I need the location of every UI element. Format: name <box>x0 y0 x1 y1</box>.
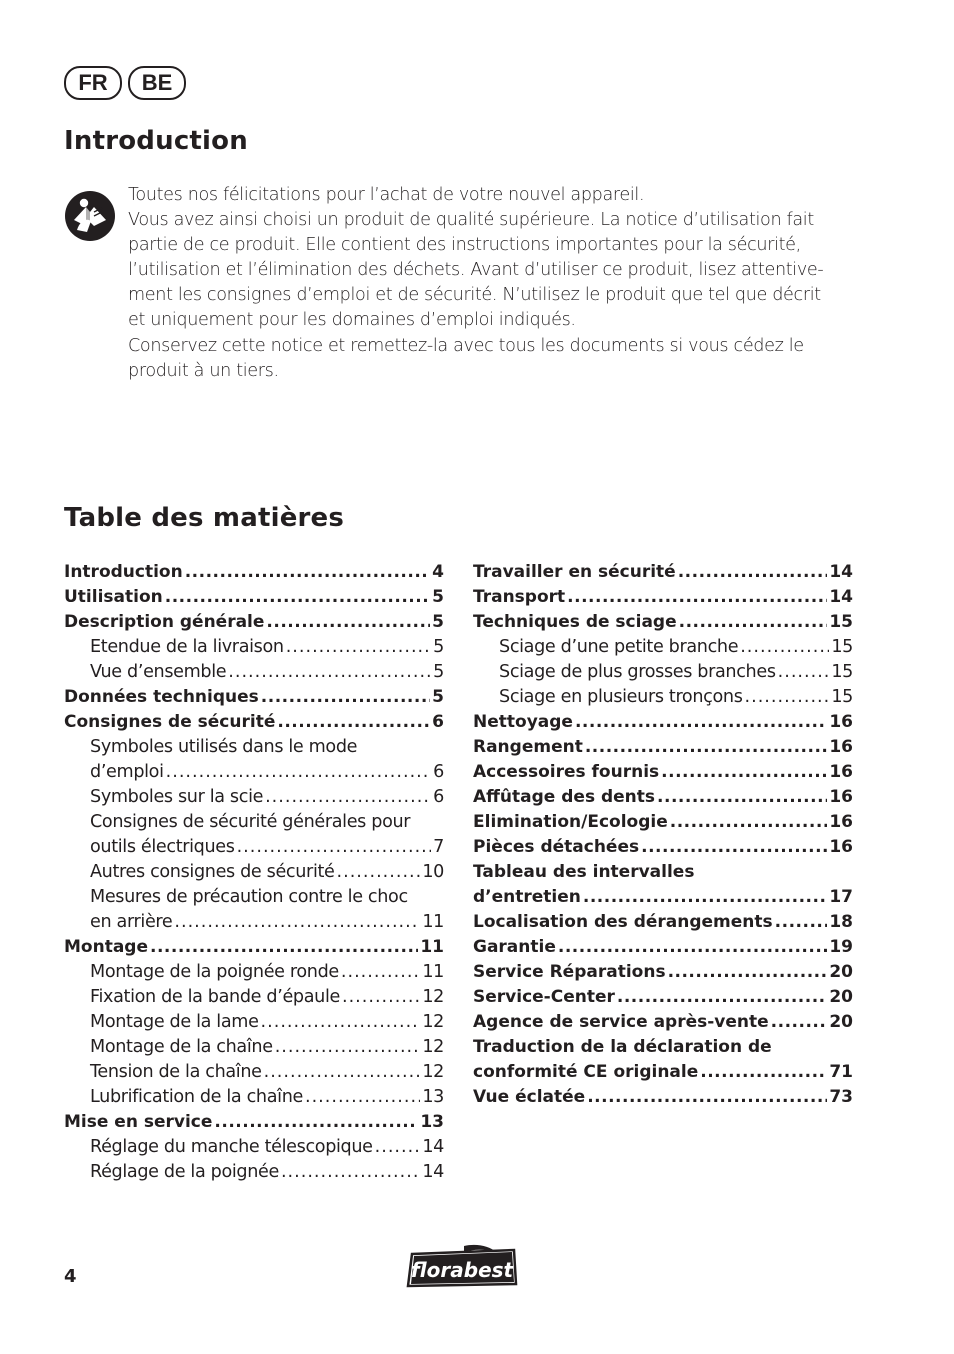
toc-dot-leader <box>575 710 827 735</box>
toc-entry-title: Techniques de sciage <box>473 612 677 632</box>
toc-entry-page: 5 <box>433 662 444 682</box>
toc-entry <box>473 835 853 860</box>
toc-entry <box>473 685 853 710</box>
toc-dot-leader <box>275 1035 421 1060</box>
toc-entry-title: Rangement <box>473 737 583 757</box>
toc-entry-page: 12 <box>422 1037 444 1057</box>
toc-entry-page: 5 <box>432 587 444 607</box>
toc-dot-leader <box>150 935 418 960</box>
toc-entry-page: 12 <box>422 987 444 1007</box>
toc-entry-title: Consignes de sécurité <box>64 712 276 732</box>
toc-entry-page: 16 <box>829 787 853 807</box>
toc-entry <box>64 910 444 935</box>
toc-entry-page: 15 <box>831 637 853 657</box>
toc-entry-title: Montage <box>64 937 148 957</box>
language-badges <box>64 66 186 100</box>
toc-entry-title: outils électriques <box>90 837 235 857</box>
toc-entry-title: Introduction <box>64 562 183 582</box>
intro-line: l’utilisation et l’élimination des déchets. Avant d’utiliser ce produit, lisez attentive- <box>128 260 824 281</box>
toc-dot-leader <box>185 560 430 585</box>
toc-entry <box>473 1010 853 1035</box>
toc-entry-title: Montage de la chaîne <box>90 1037 273 1057</box>
toc-entry-title: Fixation de la bande d’épaule <box>90 987 340 1007</box>
toc-entry <box>473 760 853 785</box>
toc-entry-page: 14 <box>422 1137 444 1157</box>
intro-line: Toutes nos félicitations pour l’achat de votre nouvel appareil. <box>128 185 645 205</box>
intro-line: Vous avez ainsi choisi un produit de qualité supérieure. La notice d’utilisation fait <box>128 210 814 231</box>
toc-entry <box>64 1160 444 1185</box>
toc-entry-page: 14 <box>422 1162 444 1182</box>
toc-entry <box>64 785 444 810</box>
toc-entry-page: 6 <box>433 762 444 782</box>
read-manual-icon <box>64 190 116 242</box>
toc-entry-title: Sciage de plus grosses branches <box>499 662 776 682</box>
toc-entry-page: 14 <box>829 562 853 582</box>
toc-dot-leader <box>341 960 420 985</box>
toc-dot-leader <box>277 710 430 735</box>
toc-dot-leader <box>740 635 829 660</box>
toc-entry-title: Mise en service <box>64 1112 213 1132</box>
table-of-contents-title: Table des matières <box>64 503 345 533</box>
introduction-text <box>128 183 858 384</box>
toc-entry-title: Accessoires fournis <box>473 762 660 782</box>
toc-entry-page: 16 <box>829 812 853 832</box>
toc-dot-leader <box>771 1010 828 1035</box>
toc-entry-title: Service Réparations <box>473 962 666 982</box>
toc-entry-page: 15 <box>831 662 853 682</box>
toc-entry <box>473 810 853 835</box>
toc-entry-title: Mesures de précaution contre le choc <box>90 887 408 907</box>
toc-entry <box>64 710 444 735</box>
toc-dot-leader <box>617 985 827 1010</box>
toc-entry-title: Vue d’ensemble <box>90 662 227 682</box>
toc-entry-title: Données techniques <box>64 687 259 707</box>
toc-dot-leader <box>266 610 430 635</box>
toc-entry-page: 14 <box>829 587 853 607</box>
toc-entry-title: Nettoyage <box>473 712 573 732</box>
toc-entry-page: 17 <box>829 887 853 907</box>
toc-entry-page: 7 <box>433 837 444 857</box>
toc-dot-leader <box>661 760 827 785</box>
toc-entry <box>64 610 444 635</box>
toc-entry-page: 19 <box>829 937 853 957</box>
toc-dot-leader <box>558 935 827 960</box>
toc-dot-leader <box>700 1060 827 1085</box>
toc-entry-title: Autres consignes de sécurité <box>90 862 335 882</box>
toc-entry-title: Etendue de la livraison <box>90 637 284 657</box>
intro-line: partie de ce produit. Elle contient des instructions importantes pour la sécurité, <box>128 235 801 256</box>
toc-entry <box>473 935 853 960</box>
toc-entry <box>473 885 853 910</box>
toc-dot-leader <box>587 1085 827 1110</box>
toc-dot-leader <box>678 560 828 585</box>
toc-dot-leader <box>166 760 432 785</box>
toc-entry <box>64 985 444 1010</box>
toc-entry <box>473 960 853 985</box>
toc-entry-page: 20 <box>829 987 853 1007</box>
toc-entry-title: Montage de la lame <box>90 1012 259 1032</box>
toc-entry-title: Réglage de la poignée <box>90 1162 279 1182</box>
toc-entry-title: conformité CE originale <box>473 1062 699 1082</box>
toc-entry <box>64 1035 444 1060</box>
toc-dot-leader <box>165 585 430 610</box>
toc-entry-title: Sciage en plusieurs tronçons <box>499 687 743 707</box>
toc-entry <box>64 935 444 960</box>
toc-entry <box>473 1085 853 1110</box>
toc-entry <box>64 960 444 985</box>
toc-entry-title: Pièces détachées <box>473 837 640 857</box>
toc-entry <box>64 560 444 585</box>
logo-text: florabest <box>410 1258 514 1282</box>
toc-entry <box>64 810 444 835</box>
toc-entry-page: 16 <box>829 837 853 857</box>
toc-dot-leader <box>657 785 827 810</box>
toc-entry <box>473 710 853 735</box>
intro-line: ment les consignes d’emploi et de sécurité. N’utilisez le produit que tel que décrit <box>128 285 821 306</box>
toc-entry-page: 5 <box>433 637 444 657</box>
toc-entry-page: 10 <box>422 862 444 882</box>
toc-entry <box>473 985 853 1010</box>
toc-entry-title: d’entretien <box>473 887 581 907</box>
toc-entry-title: Traduction de la déclaration de <box>473 1037 772 1057</box>
toc-entry-title: Travailler en sécurité <box>473 562 676 582</box>
toc-entry <box>64 1135 444 1160</box>
toc-entry-page: 16 <box>829 762 853 782</box>
toc-dot-leader <box>668 960 828 985</box>
language-badge-fr: FR <box>64 66 122 100</box>
toc-dot-leader <box>775 910 828 935</box>
toc-dot-leader <box>214 1110 418 1135</box>
toc-entry <box>64 885 444 910</box>
toc-entry-title: Service-Center <box>473 987 615 1007</box>
toc-entry <box>64 760 444 785</box>
toc-entry-title: Affûtage des dents <box>473 787 656 807</box>
toc-entry-title: Symboles sur la scie <box>90 787 264 807</box>
toc-entry-page: 20 <box>829 1012 853 1032</box>
toc-entry-page: 15 <box>831 687 853 707</box>
toc-dot-leader <box>745 685 830 710</box>
toc-entry <box>473 610 853 635</box>
intro-line: Conservez cette notice et remettez-la avec tous les documents si vous cédez le <box>128 335 804 356</box>
toc-entry-page: 5 <box>432 687 444 707</box>
toc-entry <box>64 735 444 760</box>
toc-entry <box>64 1060 444 1085</box>
toc-dot-leader <box>337 860 421 885</box>
toc-column-right <box>473 560 853 1110</box>
toc-dot-leader <box>286 635 431 660</box>
toc-entry <box>473 660 853 685</box>
intro-line: et uniquement pour les domaines d’emploi indiqués. <box>128 310 576 331</box>
toc-entry-title: Localisation des dérangements <box>473 912 773 932</box>
toc-dot-leader <box>305 1085 420 1110</box>
toc-entry-title: d’emploi <box>90 762 164 782</box>
toc-column-left <box>64 560 444 1185</box>
language-badge-be: BE <box>128 66 186 100</box>
toc-entry-page: 73 <box>829 1087 853 1107</box>
toc-entry <box>64 1010 444 1035</box>
toc-dot-leader <box>641 835 827 860</box>
toc-dot-leader <box>265 785 431 810</box>
toc-entry-page: 16 <box>829 737 853 757</box>
toc-entry-title: Transport <box>473 587 566 607</box>
toc-entry-title: Garantie <box>473 937 556 957</box>
toc-dot-leader <box>567 585 827 610</box>
toc-entry-title: Agence de service après-vente <box>473 1012 769 1032</box>
toc-entry-page: 5 <box>432 612 444 632</box>
toc-entry-page: 71 <box>829 1062 853 1082</box>
page-number: 4 <box>64 1266 77 1287</box>
toc-entry-page: 16 <box>829 712 853 732</box>
intro-line: produit à un tiers. <box>128 360 279 381</box>
toc-entry-title: Utilisation <box>64 587 163 607</box>
toc-dot-leader <box>342 985 420 1010</box>
toc-entry <box>64 660 444 685</box>
toc-dot-leader <box>281 1160 420 1185</box>
toc-entry-page: 18 <box>829 912 853 932</box>
toc-entry <box>64 635 444 660</box>
toc-entry-page: 13 <box>420 1112 444 1132</box>
toc-entry <box>473 860 853 885</box>
toc-entry-title: Lubrification de la chaîne <box>90 1087 303 1107</box>
toc-entry-title: en arrière <box>90 912 173 932</box>
toc-dot-leader <box>237 835 432 860</box>
toc-entry-page: 13 <box>422 1087 444 1107</box>
introduction-title: Introduction <box>64 126 248 156</box>
toc-entry-title: Montage de la poignée ronde <box>90 962 339 982</box>
toc-entry <box>64 685 444 710</box>
toc-dot-leader <box>375 1135 421 1160</box>
toc-entry-title: Elimination/Ecologie <box>473 812 668 832</box>
toc-dot-leader <box>778 660 830 685</box>
toc-entry <box>64 585 444 610</box>
toc-entry-page: 11 <box>422 912 444 932</box>
toc-entry-page: 15 <box>829 612 853 632</box>
toc-entry <box>64 835 444 860</box>
toc-entry-page: 6 <box>432 712 444 732</box>
toc-entry-title: Vue éclatée <box>473 1087 586 1107</box>
toc-dot-leader <box>585 735 827 760</box>
toc-entry-page: 11 <box>420 937 444 957</box>
toc-entry-title: Consignes de sécurité générales pour <box>90 812 411 832</box>
toc-entry <box>64 860 444 885</box>
toc-entry <box>64 1085 444 1110</box>
toc-entry-page: 12 <box>422 1012 444 1032</box>
toc-dot-leader <box>679 610 828 635</box>
toc-entry <box>473 910 853 935</box>
toc-dot-leader <box>670 810 828 835</box>
toc-entry-page: 20 <box>829 962 853 982</box>
toc-dot-leader <box>583 885 827 910</box>
toc-entry-page: 4 <box>432 562 444 582</box>
toc-entry-title: Symboles utilisés dans le mode <box>90 737 358 757</box>
toc-entry <box>473 785 853 810</box>
toc-entry <box>473 1060 853 1085</box>
toc-entry <box>64 1110 444 1135</box>
toc-dot-leader <box>228 660 431 685</box>
toc-entry-page: 11 <box>422 962 444 982</box>
toc-entry-page: 6 <box>433 787 444 807</box>
toc-entry-title: Sciage d’une petite branche <box>499 637 739 657</box>
toc-dot-leader <box>174 910 420 935</box>
toc-entry <box>473 735 853 760</box>
toc-entry-title: Tableau des intervalles <box>473 862 695 882</box>
toc-entry-title: Tension de la chaîne <box>90 1062 262 1082</box>
toc-entry <box>473 635 853 660</box>
toc-dot-leader <box>261 1010 421 1035</box>
toc-entry <box>473 1035 853 1060</box>
florabest-logo <box>404 1244 520 1290</box>
toc-entry-page: 12 <box>422 1062 444 1082</box>
toc-dot-leader <box>264 1060 421 1085</box>
toc-entry-title: Réglage du manche télescopique <box>90 1137 373 1157</box>
toc-dot-leader <box>261 685 430 710</box>
toc-entry-title: Description générale <box>64 612 265 632</box>
toc-entry <box>473 585 853 610</box>
toc-entry <box>473 560 853 585</box>
